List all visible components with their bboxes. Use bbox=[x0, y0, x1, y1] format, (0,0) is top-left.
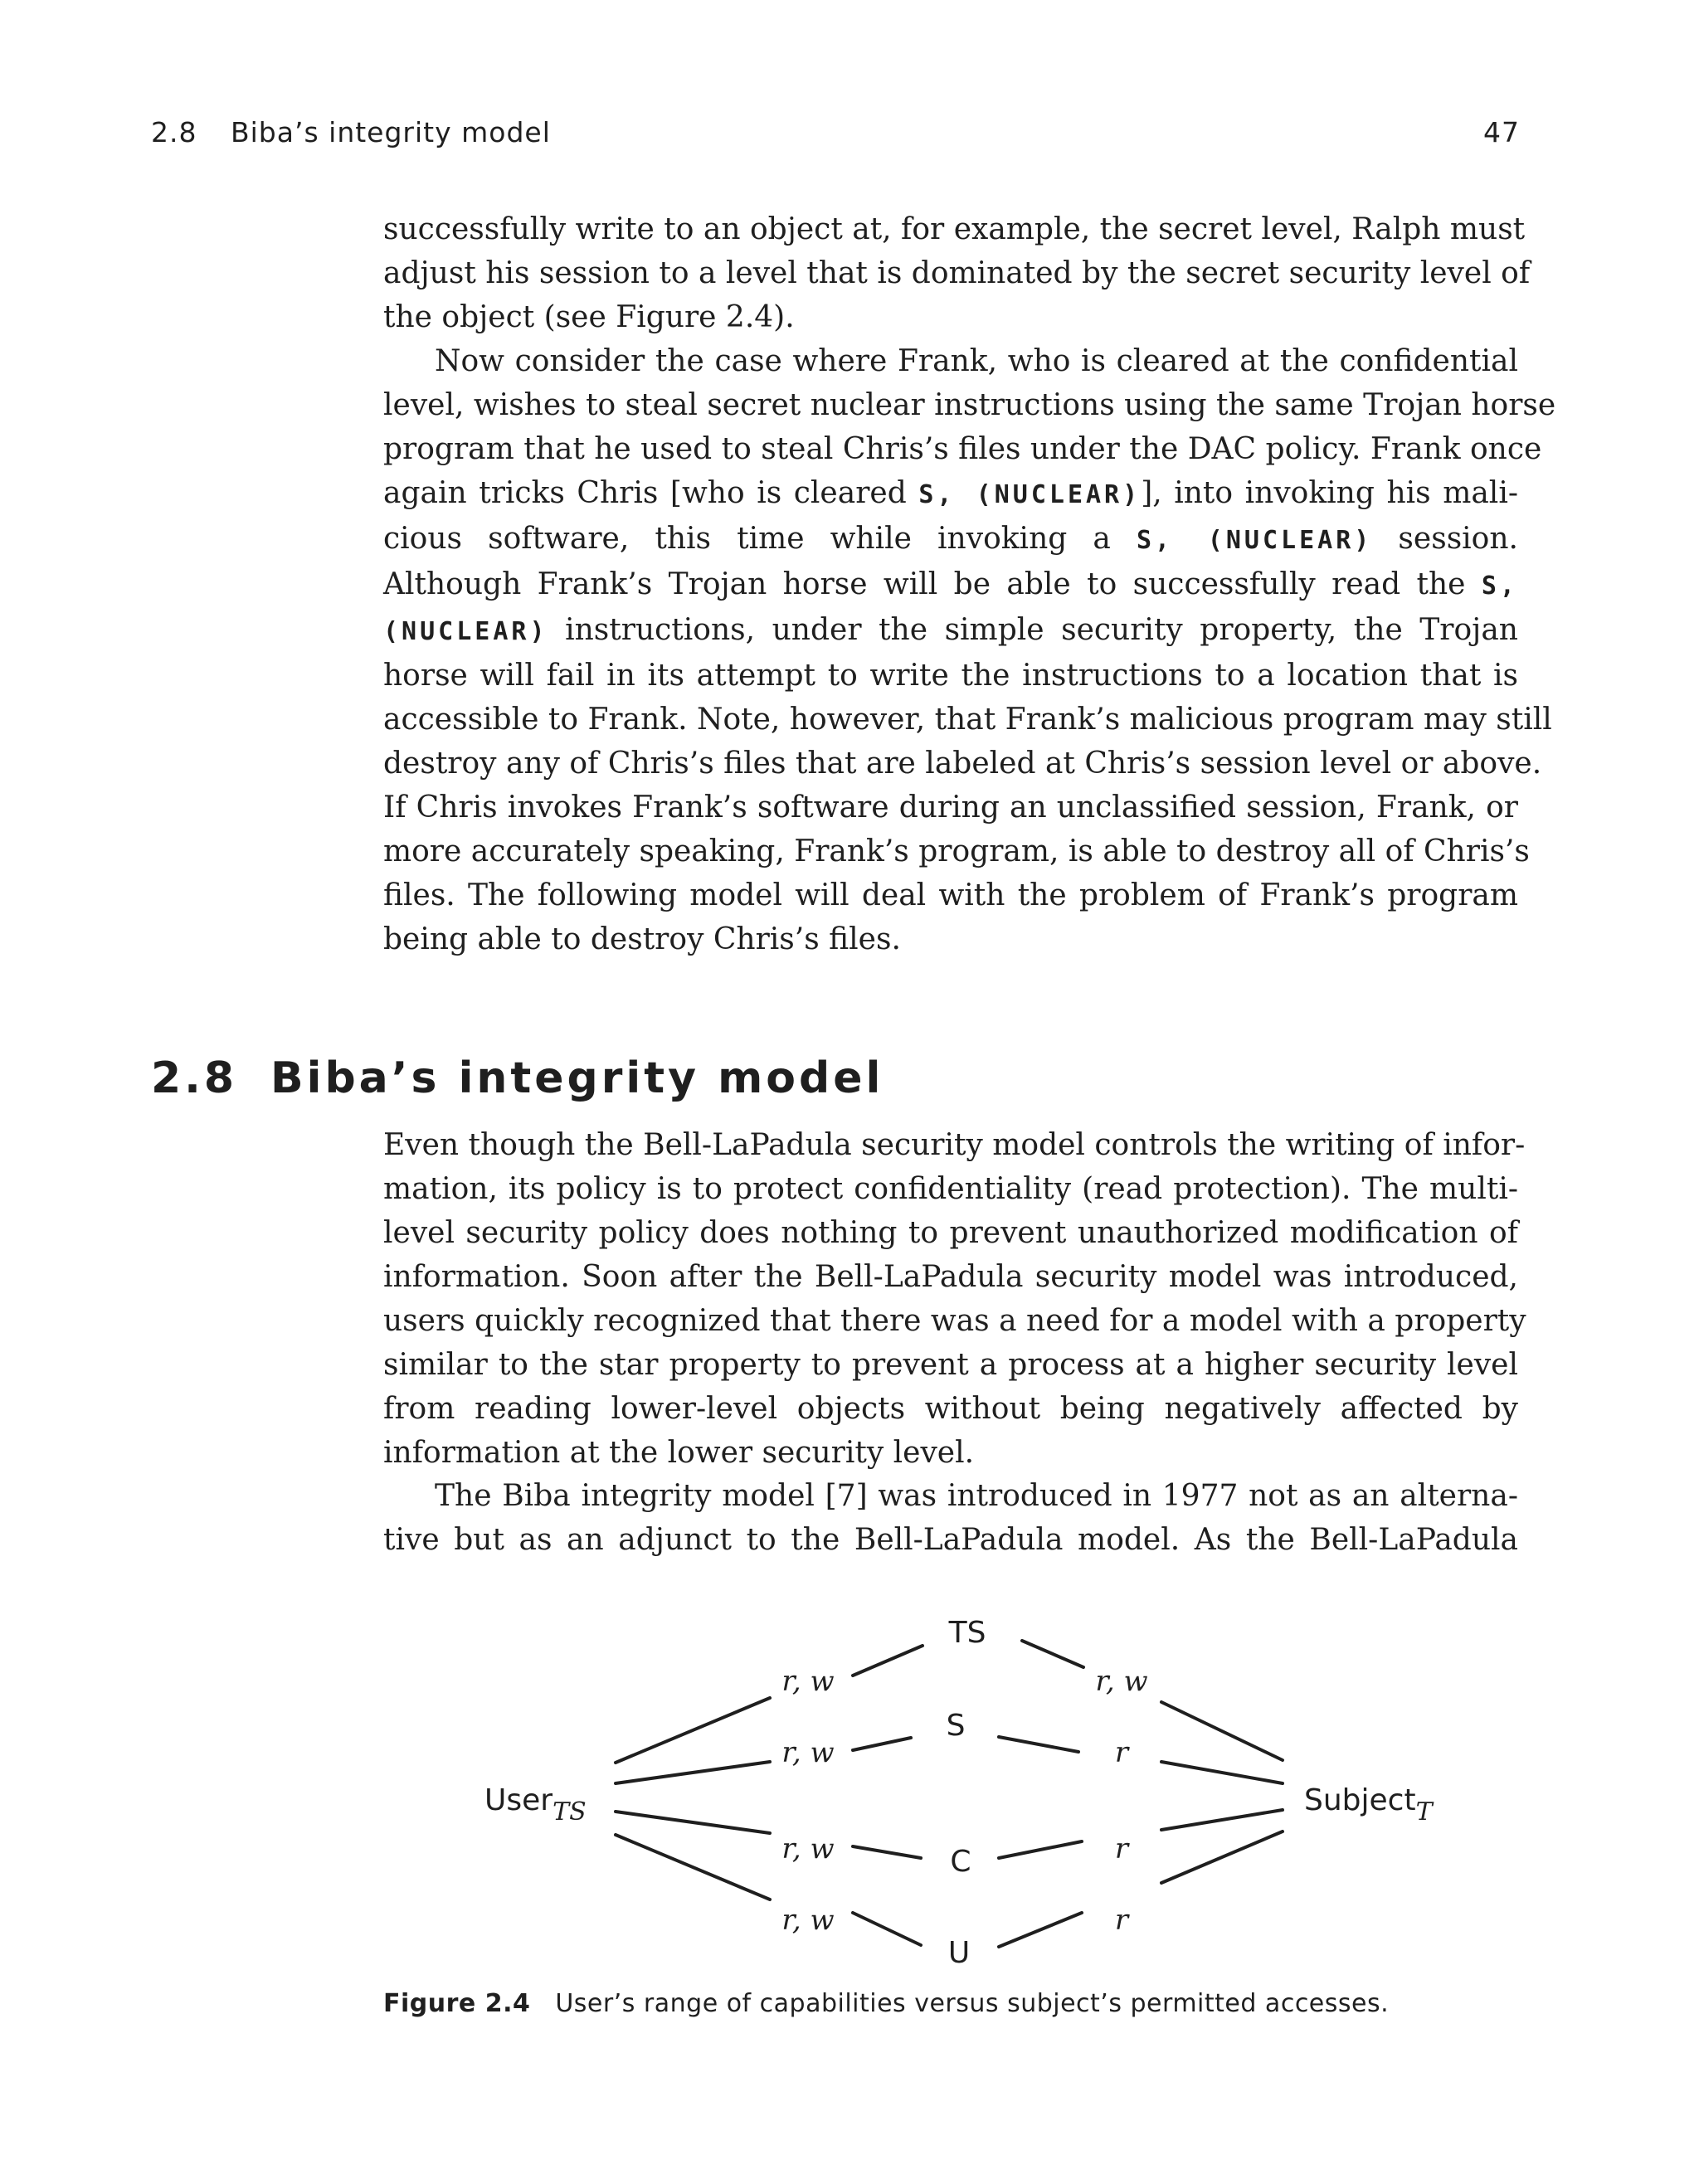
text-line: information at the lower security level. bbox=[383, 1436, 975, 1470]
subject-access-c: r bbox=[1114, 1832, 1129, 1865]
level-ts-label: TS bbox=[948, 1616, 986, 1650]
subject-subscript: T bbox=[1415, 1797, 1433, 1826]
connector-subject-s bbox=[1161, 1762, 1283, 1783]
text-line: destroy any of Chris’s files that are labeled at Chris’s session level or above. bbox=[383, 747, 1542, 781]
connector-rw-c bbox=[853, 1846, 921, 1858]
text-line bbox=[383, 562, 1518, 608]
paragraph-continuation bbox=[383, 207, 1531, 339]
section-number: 2.8 bbox=[151, 1053, 238, 1103]
paragraph-biba-intro bbox=[383, 1123, 1526, 1475]
connector-rw-ts bbox=[853, 1646, 923, 1676]
running-head bbox=[151, 116, 1520, 158]
diagram-connectors bbox=[616, 1641, 1283, 1947]
user-subscript: TS bbox=[553, 1797, 587, 1826]
text-line: level, wishes to steal secret nuclear instructions using the same Trojan horse bbox=[383, 388, 1556, 422]
text-line: If Chris invokes Frank’s software during an unclassified session, Frank, or bbox=[383, 790, 1518, 824]
connector-user-c bbox=[616, 1812, 770, 1833]
user-node-label bbox=[484, 1783, 587, 1826]
security-label-code: (NUCLEAR) bbox=[383, 617, 548, 646]
text-line: successfully write to an object at, for example, the secret level, Ralph must bbox=[383, 212, 1526, 246]
connector-c-r bbox=[999, 1841, 1082, 1858]
text-line bbox=[383, 517, 1518, 562]
text-line: from reading lower-level objects without being negatively affected by bbox=[383, 1392, 1518, 1426]
connector-subject-c bbox=[1161, 1810, 1283, 1830]
text-fragment: cious software, this time while invoking a bbox=[383, 522, 1137, 556]
connector-rw-u bbox=[853, 1913, 921, 1945]
text-line: more accurately speaking, Frank’s program, is able to destroy all of Chris’s bbox=[383, 834, 1530, 868]
paragraph-frank-trojan-horse bbox=[383, 339, 1556, 961]
security-label-code: S, (NUCLEAR) bbox=[1136, 526, 1373, 555]
subject-node-label bbox=[1304, 1783, 1434, 1826]
subject-access-ts: r, w bbox=[1095, 1665, 1148, 1698]
text-line: files. The following model will deal with the problem of Frank’s program bbox=[383, 878, 1518, 912]
connector-user-ts bbox=[616, 1698, 770, 1763]
subject-access-s: r bbox=[1114, 1736, 1129, 1769]
text-line: program that he used to steal Chris’s files under the DAC policy. Frank once bbox=[383, 432, 1542, 466]
text-line: Now consider the case where Frank, who is cleared at the confidential bbox=[435, 344, 1518, 378]
connector-subject-ts bbox=[1161, 1702, 1283, 1760]
text-line bbox=[383, 471, 1518, 517]
text-line: being able to destroy Chris’s files. bbox=[383, 922, 901, 956]
connector-rw-s bbox=[853, 1738, 911, 1750]
text-line: users quickly recognized that there was a need for a model with a property bbox=[383, 1304, 1526, 1338]
level-c-label: C bbox=[950, 1845, 971, 1879]
running-head-section-title: Biba’s integrity model bbox=[231, 116, 551, 148]
security-label-code: S, (NUCLEAR) bbox=[918, 480, 1142, 509]
connector-user-u bbox=[616, 1835, 770, 1899]
text-line bbox=[383, 608, 1518, 654]
text-fragment: session. bbox=[1372, 522, 1518, 556]
text-line: The Biba integrity model [7] was introduced in 1977 not as an alterna- bbox=[435, 1479, 1518, 1513]
text-fragment: Although Frank’s Trojan horse will be able to successfully read the bbox=[383, 567, 1482, 601]
text-line: tive but as an adjunct to the Bell-LaPadula model. As the Bell-LaPadula bbox=[383, 1523, 1518, 1557]
connector-ts-rw bbox=[1022, 1641, 1083, 1667]
user-access-s: r, w bbox=[781, 1736, 835, 1769]
user-access-c: r, w bbox=[781, 1832, 835, 1865]
level-s-label: S bbox=[946, 1709, 966, 1743]
text-line: Even though the Bell-LaPadula security model controls the writing of infor- bbox=[383, 1128, 1526, 1162]
text-fragment: ], into invoking his mali- bbox=[1141, 476, 1518, 510]
connector-u-r bbox=[999, 1913, 1082, 1947]
connector-s-r bbox=[999, 1737, 1078, 1752]
figure-caption bbox=[383, 1989, 1389, 2018]
text-line: adjust his session to a level that is dominated by the secret security level of bbox=[383, 256, 1531, 290]
text-line: similar to the star property to prevent a process at a higher security level bbox=[383, 1348, 1518, 1382]
subject-access-u: r bbox=[1114, 1904, 1129, 1937]
paragraph-biba-1977 bbox=[383, 1474, 1518, 1562]
figure-caption-text: User’s range of capabilities versus subject’s permitted accesses. bbox=[555, 1989, 1390, 2018]
section-title: Biba’s integrity model bbox=[270, 1053, 884, 1103]
figure-caption-label: Figure 2.4 bbox=[383, 1989, 531, 2018]
text-fragment: again tricks Chris [who is cleared bbox=[383, 476, 919, 510]
text-line: horse will fail in its attempt to write the instructions to a location that is bbox=[383, 659, 1518, 693]
connector-user-s bbox=[616, 1762, 770, 1783]
text-line: accessible to Frank. Note, however, that Frank’s malicious program may still bbox=[383, 703, 1552, 737]
page-number: 47 bbox=[1483, 116, 1520, 148]
security-label-code: S, bbox=[1481, 572, 1518, 601]
running-head-section-number: 2.8 bbox=[151, 116, 197, 148]
text-line: level security policy does nothing to prevent unauthorized modification of bbox=[383, 1216, 1518, 1250]
user-access-u: r, w bbox=[781, 1904, 835, 1937]
user-access-ts: r, w bbox=[781, 1665, 835, 1698]
connector-subject-u bbox=[1161, 1831, 1283, 1883]
text-line: information. Soon after the Bell-LaPadula security model was introduced, bbox=[383, 1260, 1518, 1294]
subject-label: Subject bbox=[1304, 1783, 1416, 1817]
text-fragment: instructions, under the simple security property, the Trojan bbox=[548, 613, 1518, 647]
text-line: the object (see Figure 2.4). bbox=[383, 300, 795, 334]
user-label: User bbox=[484, 1783, 553, 1817]
text-line: mation, its policy is to protect confidentiality (read protection). The multi- bbox=[383, 1172, 1518, 1206]
level-u-label: U bbox=[947, 1936, 971, 1970]
